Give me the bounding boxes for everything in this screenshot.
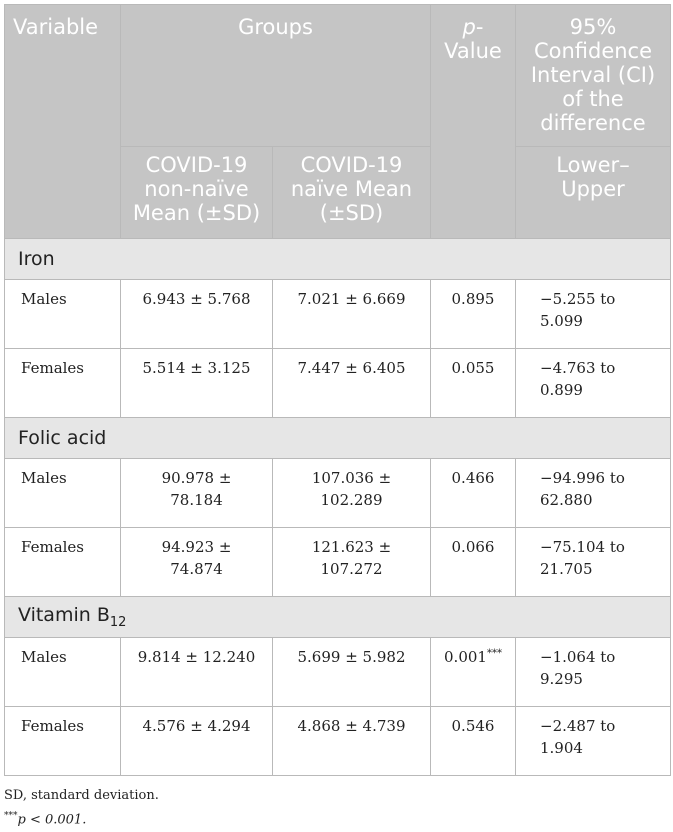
section-header	[5, 418, 671, 459]
p-value-text: 0.055	[451, 359, 495, 377]
cell-p-value	[431, 638, 516, 707]
cell-non-naive: 6.943 ± 5.768	[121, 280, 273, 349]
cell-ci: −1.064 to 9.295	[516, 638, 671, 707]
footnote-sd: SD, standard deviation.	[4, 788, 159, 803]
cell-ci: −5.255 to 5.099	[516, 280, 671, 349]
section-title: Iron	[18, 248, 55, 270]
footnotes	[4, 786, 159, 830]
header-variable: Variable	[5, 5, 121, 239]
cell-naive: 4.868 ± 4.739	[273, 707, 431, 776]
table-row	[5, 528, 671, 597]
cell-naive: 121.623 ± 107.272	[273, 528, 431, 597]
cell-non-naive: 94.923 ± 74.874	[121, 528, 273, 597]
p-value-text: 0.895	[451, 290, 495, 308]
table-body	[5, 239, 671, 776]
footnote-sig-text: p < 0.001.	[17, 812, 87, 828]
section-title: Folic acid	[18, 427, 107, 449]
table-row	[5, 638, 671, 707]
cell-non-naive: 4.576 ± 4.294	[121, 707, 273, 776]
cell-naive: 107.036 ± 102.289	[273, 459, 431, 528]
cell-p-value	[431, 707, 516, 776]
row-label: Males	[5, 638, 121, 707]
header-ci-lower-upper: Lower–Upper	[516, 147, 671, 239]
cell-p-value	[431, 459, 516, 528]
cell-naive: 7.021 ± 6.669	[273, 280, 431, 349]
cell-ci: −94.996 to 62.880	[516, 459, 671, 528]
header-groups: Groups	[121, 5, 431, 147]
section-title-subscript: 12	[109, 614, 127, 630]
row-label: Females	[5, 707, 121, 776]
cell-naive: 7.447 ± 6.405	[273, 349, 431, 418]
header-group-non-naive: COVID-19 non-naïve Mean (±SD)	[121, 147, 273, 239]
section-header	[5, 239, 671, 280]
cell-p-value	[431, 528, 516, 597]
row-label: Males	[5, 459, 121, 528]
table-row	[5, 707, 671, 776]
table-row	[5, 349, 671, 418]
footnote-sig-mark: ***	[4, 811, 18, 821]
table-row	[5, 459, 671, 528]
cell-p-value	[431, 349, 516, 418]
p-value-text: 0.466	[451, 469, 495, 487]
cell-non-naive: 9.814 ± 12.240	[121, 638, 273, 707]
cell-p-value	[431, 280, 516, 349]
header-ci: 95% Confidence Interval (CI) of the difference	[516, 5, 671, 147]
cell-ci: −2.487 to 1.904	[516, 707, 671, 776]
p-value-text: 0.066	[451, 538, 495, 556]
footnote-significance	[4, 806, 159, 830]
header-p-value	[431, 5, 516, 239]
header-p-value-text: p-Value	[444, 15, 502, 63]
results-table	[4, 4, 671, 776]
cell-ci: −4.763 to 0.899	[516, 349, 671, 418]
section-header	[5, 597, 671, 638]
table-row	[5, 280, 671, 349]
cell-non-naive: 5.514 ± 3.125	[121, 349, 273, 418]
cell-naive: 5.699 ± 5.982	[273, 638, 431, 707]
significance-mark: ***	[486, 648, 502, 659]
p-value-text: 0.546	[451, 717, 495, 735]
row-label: Females	[5, 528, 121, 597]
header-group-naive: COVID-19 naïve Mean (±SD)	[273, 147, 431, 239]
cell-ci: −75.104 to 21.705	[516, 528, 671, 597]
p-value-text: 0.001	[444, 648, 487, 666]
section-title: Vitamin B	[18, 604, 110, 627]
cell-non-naive: 90.978 ± 78.184	[121, 459, 273, 528]
row-label: Females	[5, 349, 121, 418]
row-label: Males	[5, 280, 121, 349]
